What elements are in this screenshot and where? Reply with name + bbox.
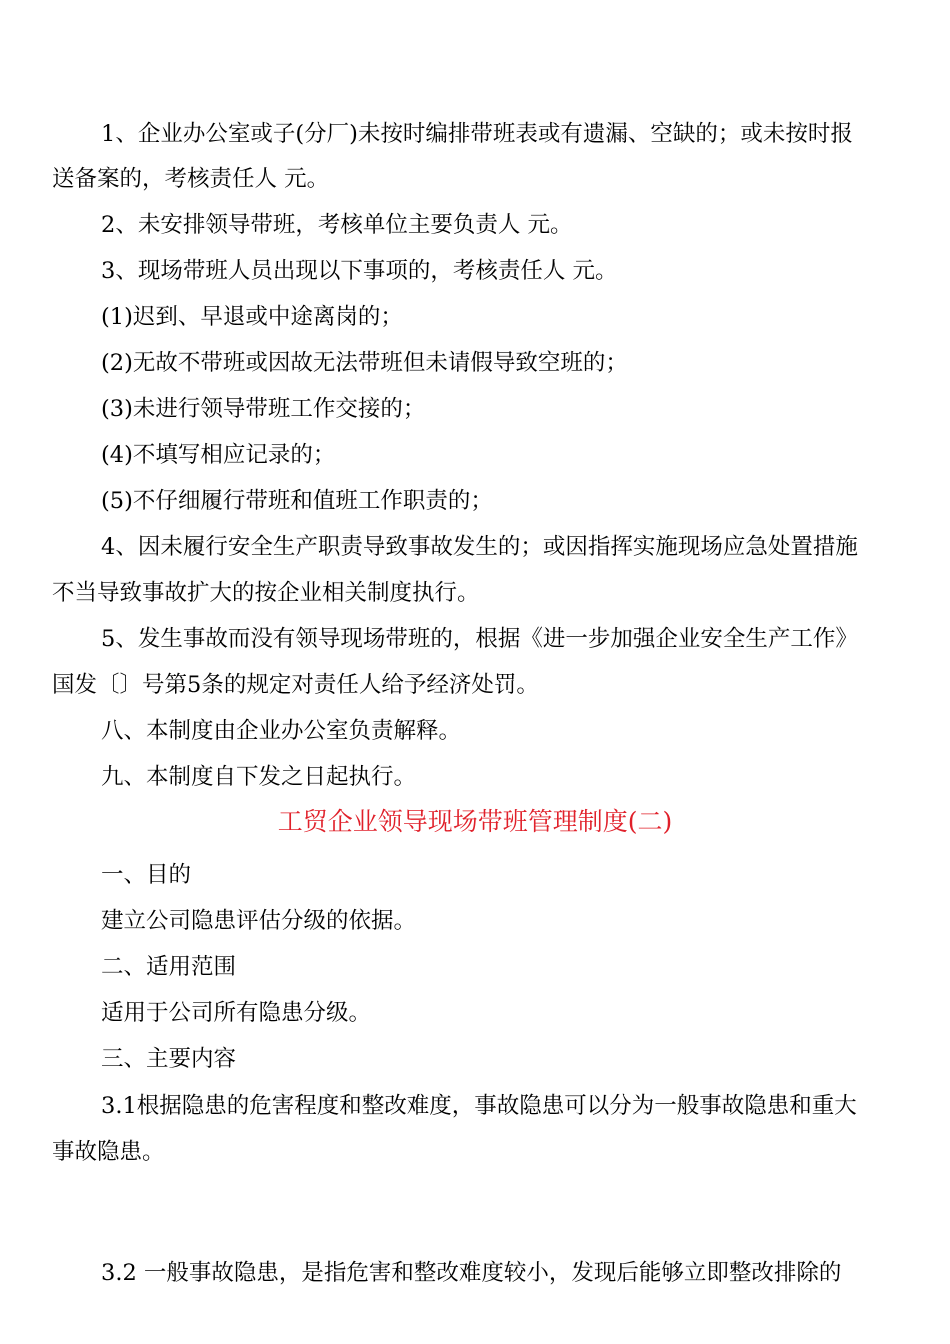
list-item: (3)未进行领导带班工作交接的； <box>101 396 426 422</box>
paragraph-line: 4、因未履行安全生产职责导致事故发生的；或因指挥实施现场应急处置措施 <box>101 534 858 560</box>
paragraph-line: 不当导致事故扩大的按企业相关制度执行。 <box>52 580 480 606</box>
section-title: 工贸企业领导现场带班管理制度(二) <box>277 807 673 836</box>
paragraph-line: 八、本制度由企业办公室负责解释。 <box>101 718 462 744</box>
list-item: (5)不仔细履行带班和值班工作职责的； <box>101 488 493 514</box>
paragraph-line: 建立公司隐患评估分级的依据。 <box>101 908 417 934</box>
paragraph-line: 适用于公司所有隐患分级。 <box>101 1000 372 1026</box>
paragraph-line: 3、现场带班人员出现以下事项的，考核责任人 元。 <box>101 258 618 284</box>
paragraph-line: 九、本制度自下发之日起执行。 <box>101 764 417 790</box>
section-heading: 二、适用范围 <box>101 954 237 980</box>
paragraph-line: 2、未安排领导带班，考核单位主要负责人 元。 <box>101 212 573 238</box>
paragraph-line: 送备案的，考核责任人 元。 <box>52 166 330 192</box>
paragraph-line: 事故隐患。 <box>52 1139 165 1165</box>
list-item: (1)迟到、早退或中途离岗的； <box>101 304 403 330</box>
section-heading: 一、目的 <box>101 862 192 888</box>
paragraph-line: 3.2 一般事故隐患，是指危害和整改难度较小，发现后能够立即整改排除的 <box>101 1260 842 1286</box>
paragraph-line: 5、发生事故而没有领导现场带班的，根据《进一步加强企业安全生产工作》 <box>101 626 858 652</box>
list-item: (2)无故不带班或因故无法带班但未请假导致空班的； <box>101 350 628 376</box>
section-heading: 三、主要内容 <box>101 1046 237 1072</box>
list-item: (4)不填写相应记录的； <box>101 442 336 468</box>
paragraph-line: 3.1根据隐患的危害程度和整改难度，事故隐患可以分为一般事故隐患和重大 <box>101 1093 857 1119</box>
paragraph-line: 国发〔〕号第5条的规定对责任人给予经济处罚。 <box>52 672 539 698</box>
paragraph-line: 1、企业办公室或子(分厂)未按时编排带班表或有遗漏、空缺的；或未按时报 <box>101 121 853 147</box>
